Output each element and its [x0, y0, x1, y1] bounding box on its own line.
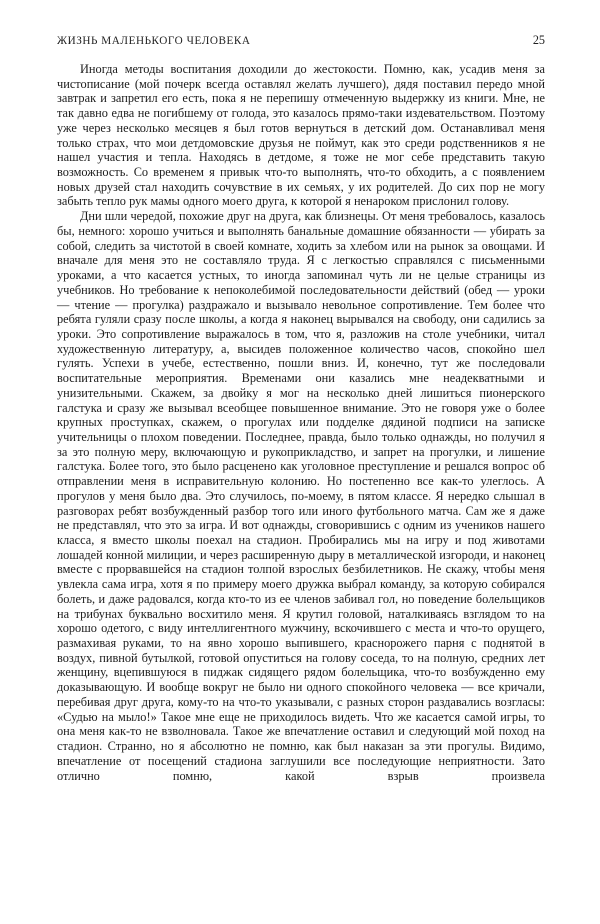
paragraph: Иногда методы воспитания доходили до жестокости. Помню, как, усадив меня за чистописание (мой почерк всегда оставлял желать лучшего), дядя поставил передо мной завтрак и запретил его есть, пока я не перепишу отмеченную выдержку из книги. Мне, не так давно едва не погибшему от голода, это казалось прямо-таки издевательством. Поэтому уже через несколько месяцев я был готов вернуться в детский дом. Останавливал меня только страх, что мои детдомовские друзья не поймут, как это среди родственников я не нашел участия и тепла. Находясь в детдоме, я тоже не мог себе представить такую возможность. Со временем я привык что-то выполнять, что-то обходить, а с появлением новых друзей стал находить сочувствие в их семьях, у их родителей. До сих пор не могу забыть тепло рук мамы одного моего друга, к которой я ненароком прислонил голову.: [57, 62, 545, 209]
paragraph: Дни шли чередой, похожие друг на друга, как близнецы. От меня требовалось, казалось бы, немного: хорошо учиться и выполнять банальные домашние обязанности — убирать за собой, следить за чистотой в своей комнате, ходить за хлебом или на рынок за овощами. И вначале для меня это не составляло труда. Я с легкостью справлялся с письменными уроками, а что касается устных, то иногда запоминал чуть ли не целые страницы из учебников. Но требование к непоколебимой последовательности действий (обед — уроки — чтение — прогулка) раздражало и вызывало невольное сопротивление. Тем более что ребята гуляли сразу после школы, а когда я наконец вырывался на свободу, они садились за уроки. Это сопротивление выражалось в том, что я, разложив на столе учебники, читал художественную литературу, а, высидев положенное количество часов, спокойно шел гулять. Успехи в учебе, естественно, пошли вниз. И, конечно, тут же последовали воспитательные мероприятия. Временами они казались мне неадекватными и унизительными. Скажем, за двойку я мог на несколько дней лишиться пионерского галстука и сразу же вызывал всеобщее повышенное внимание. Это не говоря уже о более крупных проступках, скажем, о прогулах или подделке дядиной подписи на записке учительницы о плохом поведении. Последнее, правда, было только однажды, но получил я за это полную меру, включающую и рукоприкладство, и запрет на прогулки, и лишение галстука. Более того, это было расценено как уголовное преступление и решался вопрос об отправлении меня в исправительную колонию. Но постепенно все как-то улеглось. А прогулов у меня было два. Это случилось, по-моему, в пятом классе. Я нередко слышал в разговорах ребят возбужденный разбор того или иного футбольного матча. Сам же я даже не представлял, что это за игра. И вот однажды, сговорившись с одним из учеников нашего класса, я вместо школы поехал на стадион. Пробирались мы на игру и под животами лошадей конной милиции, и через расширенную дыру в металлической изгороди, и наконец вместе с прорвавшейся на стадион толпой взрослых безбилетников. Не скажу, чтобы меня увлекла сама игра, хотя я по примеру моего дружка выбрал команду, за которую собирался болеть, и даже радовался, когда кто-то из ее членов забивал гол, но поведение болельщиков на трибунах буквально восхитило меня. Я крутил головой, наталкиваясь взглядом то на хорошо одетого, с виду интеллигентного мужчину, вскочившего с места и что-то орущего, размахивая руками, то на явно хорошо выпившего, краснорожего парня с поднятой в воздух, пивной бутылкой, готовой опуститься на голову соседа, то на полную, средних лет женщину, вцепившуюся в пиджак сидящего рядом болельщика, что-то возбужденно ему доказывающую. И вообще вокруг не было ни одного спокойного человека — все кричали, перебивая друг друга, кому-то на что-то указывали, с разных сторон раздавались возгласы: «Судью на мыло!» Такое мне еще не приходилось видеть. Что же касается самой игры, то она меня как-то не взволновала. Такое же впечатление оставил и следующий мой поход на стадион. Странно, но я абсолютно не помню, как был наказан за эти прогулы. Видимо, впечатление от посещений стадиона заглушили все последующие неприятности. Зато отлично помню, какой взрыв произвела: [57, 209, 545, 783]
page-number: 25: [532, 33, 545, 47]
running-head-title: ЖИЗНЬ МАЛЕНЬКОГО ЧЕЛОВЕКА: [57, 35, 251, 47]
body-text: [57, 62, 545, 783]
running-head: [57, 33, 545, 48]
